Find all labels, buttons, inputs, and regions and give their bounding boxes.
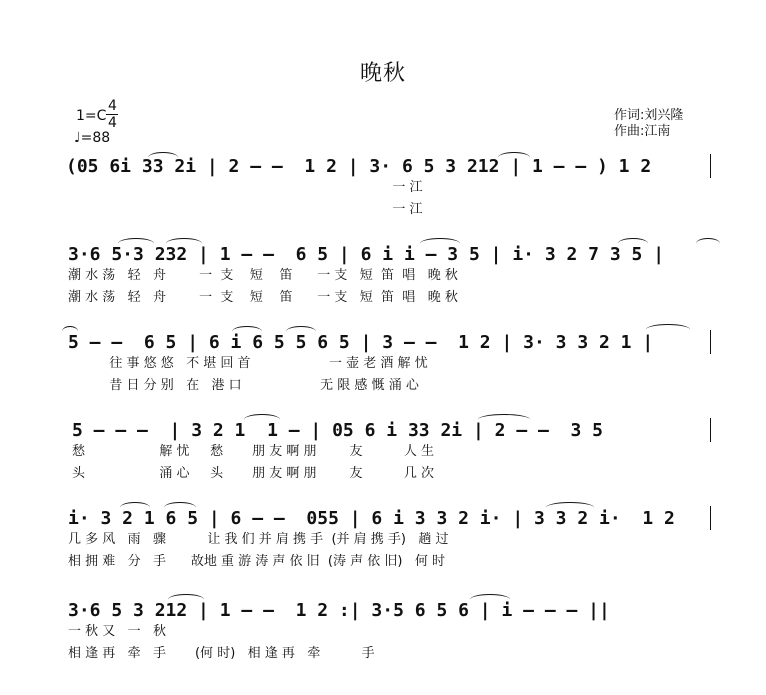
slur-mark: [164, 502, 196, 513]
lyrics-verse-1: 往 事 悠 悠 不 堪 回 首 一 壶 老 酒 解 忧: [68, 356, 428, 371]
slur-mark: [286, 326, 316, 337]
system-end-barline: [710, 154, 711, 178]
slur-mark: [232, 326, 262, 337]
slur-mark: [62, 326, 78, 337]
song-title: 晚秋: [359, 61, 406, 86]
lyrics-verse-2: 昔 日 分 别 在 港 口 无 限 感 慨 涌 心: [68, 378, 419, 393]
notes-line: (05 6i 33 2i | 2 — — 1 2 | 3· 6 5 3 212 | 1 — — ) 1 2: [66, 156, 652, 177]
lyrics-verse-2: 一 江: [70, 202, 423, 217]
notes-line: 3·6 5 3 212 | 1 — — 1 2 :| 3·5 6 5 6 | i — — — ||: [68, 600, 610, 621]
staff-system-2: [0, 242, 766, 314]
notes-line: 5 — — 6 5 | 6 i 6 5 5 6 5 | 3 — — 1 2 | 3· 3 3 2 1 |: [68, 332, 654, 353]
slur-mark: [646, 324, 690, 335]
slur-mark: [470, 594, 510, 605]
staff-system-5: [0, 506, 766, 578]
slur-mark: [166, 238, 202, 249]
lyricist-credit: 作词:刘兴隆: [614, 108, 684, 123]
slur-mark: [244, 414, 280, 425]
system-end-barline: [710, 418, 711, 442]
notes-line: 5 — — — | 3 2 1 1 — | 05 6 i 33 2i | 2 — — 3 5: [72, 420, 604, 441]
slur-mark: [618, 238, 648, 249]
notes-line: 3·6 5·3 232 | 1 — — 6 5 | 6 i i — 3 5 | i· 3 2 7 3 5 |: [68, 244, 665, 265]
lyrics-verse-2: 相 逢 再 牵 手 (何 时) 相 逢 再 牵 手: [68, 646, 375, 661]
system-end-barline: [710, 330, 711, 354]
staff-system-4: [0, 418, 766, 490]
tempo-mark: ♩=88: [74, 130, 111, 146]
notes-line: i· 3 2 1 6 5 | 6 — — 055 | 6 i 3 3 2 i· | 3 3 2 i· 1 2: [68, 508, 675, 529]
staff-system-1: [0, 154, 766, 226]
lyrics-verse-1: 一 江: [70, 180, 423, 195]
staff-system-6: [0, 598, 766, 670]
system-end-barline: [710, 506, 711, 530]
lyrics-verse-1: 愁 解 忧 愁 朋 友 啊 朋 友 人 生: [72, 444, 435, 459]
lyrics-verse-2: 相 拥 难 分 手 故地 重 游 涛 声 依 旧 (涛 声 依 旧) 何 时: [68, 554, 445, 569]
slur-mark: [148, 152, 178, 163]
slur-mark: [546, 502, 594, 513]
lyrics-verse-1: 潮 水 荡 轻 舟 一 支 短 笛 一 支 短 笛 唱 晚 秋: [68, 268, 458, 283]
slur-mark: [478, 414, 530, 425]
lyrics-verse-1: 几 多 风 雨 骤 让 我 们 并 肩 携 手 (并 肩 携 手) 趟 过: [68, 532, 449, 547]
slur-mark: [168, 594, 204, 605]
lyrics-verse-2: 潮 水 荡 轻 舟 一 支 短 笛 一 支 短 笛 唱 晚 秋: [68, 290, 458, 305]
composer-credit: 作曲:江南: [614, 124, 671, 139]
lyrics-verse-1: 一 秋 又 一 秋: [68, 624, 167, 639]
time-signature-denominator: 4: [108, 115, 117, 131]
slur-mark: [420, 238, 460, 249]
slur-mark: [118, 238, 154, 249]
slur-mark: [120, 502, 150, 513]
slur-mark: [696, 238, 720, 249]
slur-mark: [498, 152, 530, 163]
time-signature-numerator: 4: [108, 98, 117, 114]
staff-system-3: [0, 330, 766, 402]
lyrics-verse-2: 头 涌 心 头 朋 友 啊 朋 友 几 次: [72, 466, 435, 481]
key-signature: 1=C: [76, 108, 107, 124]
